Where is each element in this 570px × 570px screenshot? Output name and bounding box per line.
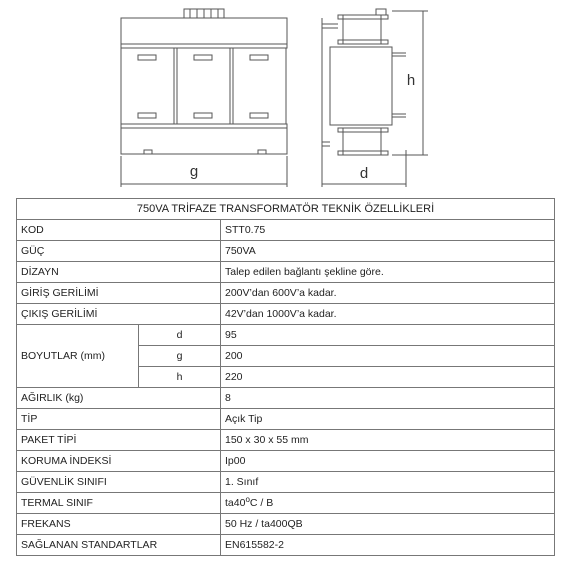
front-view [121,9,287,187]
row-value: Talep edilen bağlantı şekline göre. [221,262,555,283]
thermal-value [221,493,555,514]
thermal-value-pre: ta40 [225,497,246,509]
dims-label: BOYUTLAR (mm) [17,325,139,388]
row-label: FREKANS [17,514,221,535]
row-label: GİRİŞ GERİLİMİ [17,283,221,304]
row-value: 1. Sınıf [221,472,555,493]
dim-key-h: h [139,367,221,388]
row-label: AĞIRLIK (kg) [17,388,221,409]
row-value: 50 Hz / ta400QB [221,514,555,535]
row-value: 8 [221,388,555,409]
table-row [17,514,555,535]
spec-table [16,198,555,556]
table-row [17,430,555,451]
dim-key-g: g [139,346,221,367]
dim-d-label: d [359,165,369,182]
row-value: Ip00 [221,451,555,472]
table-row [17,409,555,430]
thermal-degree-sup: o [245,495,250,504]
dim-g-label: g [189,163,199,180]
table-row [17,304,555,325]
table-row [17,388,555,409]
table-row-dims [17,325,555,346]
table-row [17,220,555,241]
row-label: KORUMA İNDEKSİ [17,451,221,472]
row-label: GÜÇ [17,241,221,262]
row-value: 750VA [221,241,555,262]
row-label: PAKET TİPİ [17,430,221,451]
row-label: SAĞLANAN STANDARTLAR [17,535,221,556]
row-label: TERMAL SINIF [17,493,221,514]
row-label: DİZAYN [17,262,221,283]
table-row [17,493,555,514]
table-row [17,535,555,556]
row-value: STT0.75 [221,220,555,241]
dim-value-h: 220 [221,367,555,388]
transformer-drawing [0,0,570,190]
table-title-row [17,199,555,220]
table-row [17,472,555,493]
row-label: TİP [17,409,221,430]
dim-key-d: d [139,325,221,346]
thermal-value-post: C / B [249,497,274,509]
dim-value-g: 200 [221,346,555,367]
row-value: 150 x 30 x 55 mm [221,430,555,451]
dim-value-d: 95 [221,325,555,346]
row-label: KOD [17,220,221,241]
side-view [322,9,428,187]
table-row [17,451,555,472]
row-value: Açık Tip [221,409,555,430]
row-value: EN615582-2 [221,535,555,556]
row-value: 200V’dan 600V’a kadar. [221,283,555,304]
table-title: 750VA TRİFAZE TRANSFORMATÖR TEKNİK ÖZELLİKLERİ [17,199,555,220]
table-row [17,283,555,304]
dim-h-label: h [406,72,416,89]
row-label: ÇIKIŞ GERİLİMİ [17,304,221,325]
row-label: GÜVENLİK SINIFI [17,472,221,493]
table-row [17,241,555,262]
row-value: 42V’dan 1000V’a kadar. [221,304,555,325]
table-row [17,262,555,283]
